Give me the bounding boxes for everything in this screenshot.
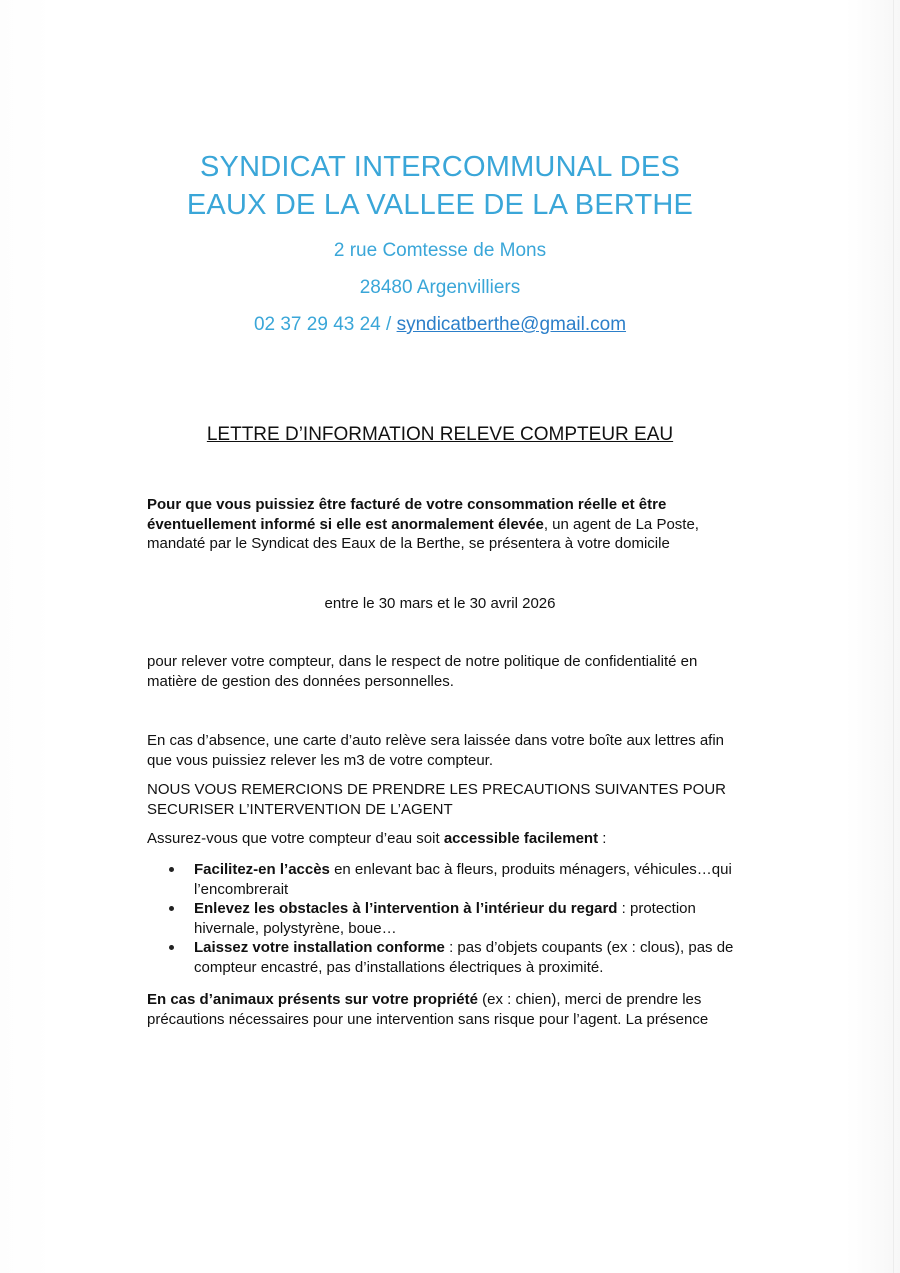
paragraph-absence: En cas d’absence, une carte d’auto relève sera laissée dans votre boîte aux lettres afin que vous puissiez relever les m3 de votre compteur. [147,732,725,769]
organization-title-line-1: SYNDICAT INTERCOMMUNAL DES [200,151,680,183]
paragraph-precautions-heading: NOUS VOUS REMERCIONS DE PRENDRE LES PRECAUTIONS SUIVANTES POUR SECURISER L’INTERVENTION DE L’AGENT [147,781,726,818]
paragraph-animals [147,990,747,1029]
precautions-list [147,860,747,977]
bullet-icon [169,867,174,872]
list-item-bold: Laissez votre installation conforme [194,939,445,956]
paragraph-intro-bold: Pour que vous puissiez être facturé de votre consommation réelle et être éventuellement informé si elle est anormalement élevée [147,496,667,533]
phone-number: 02 37 29 43 24 / [253,314,397,335]
date-range: entre le 30 mars et le 30 avril 2026 [324,595,556,612]
address-street: 2 rue Comtesse de Mons [333,240,547,261]
address-city: 28480 Argenvilliers [359,277,521,298]
paragraph-animals-bold: En cas d’animaux présents sur votre propriété [147,991,478,1008]
paragraph-intro-rest: , un agent de La Poste, mandaté par le Syndicat des Eaux de la Berthe, se présentera à votre domicile [147,515,699,552]
scan-edge-line [893,0,894,1273]
list-item-text: : pas d’objets coupants (ex : clous), pas de compteur encastré, pas d’installations électriques à proximité. [194,939,734,976]
letter-title: LETTRE D’INFORMATION RELEVE COMPTEUR EAU [206,424,674,445]
accessibility-end: : [598,830,607,847]
list-item [147,899,747,938]
list-item-bold: Facilitez-en l’accès [194,861,330,878]
list-item [147,860,747,899]
organization-title-line-2: EAUX DE LA VALLEE DE LA BERTHE [186,189,694,221]
bullet-icon [169,906,174,911]
paragraph-accessibility [147,829,747,849]
accessibility-bold: accessible facilement [443,830,599,847]
contact-line [0,313,880,337]
paragraph-purpose: pour relever votre compteur, dans le respect de notre politique de confidentialité en matière de gestion des données personnelles. [147,653,698,690]
list-item-bold: Enlevez les obstacles à l’intervention à l’intérieur du regard [194,900,618,917]
accessibility-start: Assurez-vous que votre compteur d’eau soit [147,830,444,847]
list-item-text: : protection hivernale, polystyrène, boue… [194,900,696,937]
bullet-icon [169,945,174,950]
list-item-text: en enlevant bac à fleurs, produits ménagers, véhicules…qui l’encombrerait [194,861,732,898]
paragraph-intro [147,495,747,554]
list-item [147,938,747,977]
organization-title [0,148,880,224]
email-link[interactable]: syndicatberthe@gmail.com [396,314,627,335]
paragraph-animals-rest: (ex : chien), merci de prendre les précautions nécessaires pour une intervention sans risque pour l’agent. La présence [147,991,709,1028]
